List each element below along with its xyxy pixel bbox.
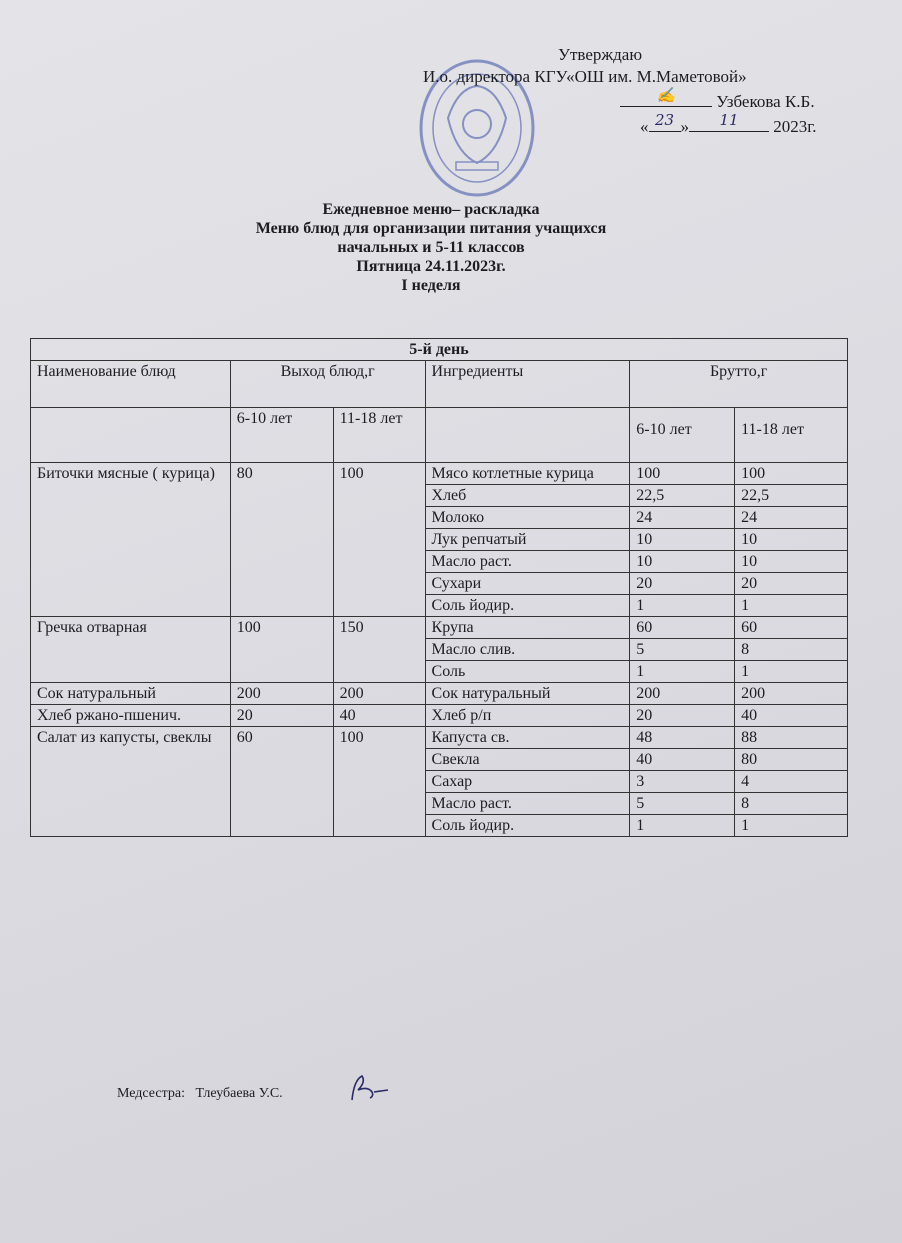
gross-6-10: 1: [630, 595, 735, 617]
ingredient-name: Хлеб р/п: [425, 705, 630, 727]
approval-block: [420, 44, 860, 138]
gross-6-10: 20: [630, 573, 735, 595]
gross-11-18: 20: [735, 573, 848, 595]
menu-table: [30, 338, 848, 837]
day-row: [31, 339, 848, 361]
table-row: [31, 463, 848, 485]
ingredient-name: Масло раст.: [425, 551, 630, 573]
title-line-1: Ежедневное меню– раскладка: [322, 201, 540, 218]
gross-6-10: 1: [630, 661, 735, 683]
quote-open: «: [640, 117, 649, 136]
date-year: 2023г.: [773, 117, 817, 136]
dish-name: Сок натуральный: [31, 683, 231, 705]
gross-6-10: 5: [630, 639, 735, 661]
gross-11-18: 200: [735, 683, 848, 705]
table-row: [31, 727, 848, 749]
ingredient-name: Лук репчатый: [425, 529, 630, 551]
dish-yield-6-10: 80: [230, 463, 333, 617]
ingredient-name: Масло раст.: [425, 793, 630, 815]
gross-6-10: 10: [630, 529, 735, 551]
ingredient-name: Соль йодир.: [425, 815, 630, 837]
gross-6-10: 3: [630, 771, 735, 793]
ingredient-name: Крупа: [425, 617, 630, 639]
gross-11-18: 4: [735, 771, 848, 793]
gross-6-10: 24: [630, 507, 735, 529]
nurse-label: Медсестра:: [117, 1086, 185, 1101]
ingredient-name: Свекла: [425, 749, 630, 771]
header-dish: Наименование блюд: [31, 361, 231, 408]
ingredient-name: Хлеб: [425, 485, 630, 507]
signature-blank: [620, 88, 712, 107]
gross-6-10: 22,5: [630, 485, 735, 507]
date-day: 23: [654, 111, 675, 129]
gross-11-18: 100: [735, 463, 848, 485]
ingredient-name: Сок натуральный: [425, 683, 630, 705]
dish-yield-11-18: 40: [333, 705, 425, 727]
age-header-row: [31, 408, 848, 463]
dish-yield-11-18: 200: [333, 683, 425, 705]
title-line-2: Меню блюд для организации питания учащихся: [255, 220, 607, 237]
dish-yield-6-10: 60: [230, 727, 333, 837]
document-title: [0, 200, 902, 295]
nurse-name: Тлеубаева У.С.: [195, 1086, 283, 1101]
dish-yield-11-18: 100: [333, 463, 425, 617]
dish-yield-6-10: 100: [230, 617, 333, 683]
dish-yield-11-18: 100: [333, 727, 425, 837]
title-line-4: Пятница 24.11.2023г.: [356, 258, 506, 275]
yield-age-1: 6-10 лет: [230, 408, 333, 463]
ingredient-name: Сахар: [425, 771, 630, 793]
approver-position: И.о. директора КГУ«ОШ им. М.Маметовой»: [423, 67, 747, 86]
table-row: [31, 617, 848, 639]
empty-cell: [425, 408, 630, 463]
ingredient-name: Мясо котлетные курица: [425, 463, 630, 485]
dish-name: Гречка отварная: [31, 617, 231, 683]
dish-yield-6-10: 200: [230, 683, 333, 705]
gross-age-2: 11-18 лет: [735, 408, 848, 463]
gross-6-10: 20: [630, 705, 735, 727]
signature-handwritten: ✍: [656, 86, 676, 104]
header-gross: Брутто,г: [630, 361, 848, 408]
header-row: [31, 361, 848, 408]
approval-date: [640, 113, 860, 138]
gross-11-18: 60: [735, 617, 848, 639]
date-month: 11: [719, 111, 739, 129]
gross-11-18: 24: [735, 507, 848, 529]
gross-11-18: 80: [735, 749, 848, 771]
gross-6-10: 200: [630, 683, 735, 705]
gross-11-18: 8: [735, 639, 848, 661]
gross-6-10: 100: [630, 463, 735, 485]
day-label: 5-й день: [31, 339, 848, 361]
ingredient-name: Соль: [425, 661, 630, 683]
gross-6-10: 10: [630, 551, 735, 573]
dish-yield-6-10: 20: [230, 705, 333, 727]
gross-11-18: 10: [735, 551, 848, 573]
gross-11-18: 10: [735, 529, 848, 551]
ingredient-name: Капуста св.: [425, 727, 630, 749]
header-ingredients: Ингредиенты: [425, 361, 630, 408]
ingredient-name: Масло слив.: [425, 639, 630, 661]
gross-6-10: 5: [630, 793, 735, 815]
dish-name: Салат из капусты, свеклы: [31, 727, 231, 837]
gross-6-10: 60: [630, 617, 735, 639]
ingredient-name: Сухари: [425, 573, 630, 595]
ingredient-name: Молоко: [425, 507, 630, 529]
gross-11-18: 8: [735, 793, 848, 815]
gross-age-1: 6-10 лет: [630, 408, 735, 463]
dish-name: Хлеб ржано-пшенич.: [31, 705, 231, 727]
gross-6-10: 48: [630, 727, 735, 749]
gross-11-18: 22,5: [735, 485, 848, 507]
quote-close: »: [680, 117, 689, 136]
gross-11-18: 1: [735, 815, 848, 837]
approval-heading: Утверждаю: [557, 45, 643, 64]
gross-11-18: 1: [735, 595, 848, 617]
yield-age-2: 11-18 лет: [333, 408, 425, 463]
gross-6-10: 40: [630, 749, 735, 771]
dish-name: Биточки мясные ( курица): [31, 463, 231, 617]
table-row: [31, 705, 848, 727]
title-line-3: начальных и 5-11 классов: [337, 239, 525, 256]
gross-11-18: 1: [735, 661, 848, 683]
empty-cell: [31, 408, 231, 463]
gross-11-18: 40: [735, 705, 848, 727]
footer: [117, 1086, 283, 1102]
table-row: [31, 683, 848, 705]
gross-6-10: 1: [630, 815, 735, 837]
header-yield: Выход блюд,г: [230, 361, 425, 408]
gross-11-18: 88: [735, 727, 848, 749]
signatory-name: Узбекова К.Б.: [716, 92, 815, 111]
dish-yield-11-18: 150: [333, 617, 425, 683]
ingredient-name: Соль йодир.: [425, 595, 630, 617]
nurse-signature: [344, 1070, 394, 1106]
title-line-5: I неделя: [401, 277, 461, 294]
